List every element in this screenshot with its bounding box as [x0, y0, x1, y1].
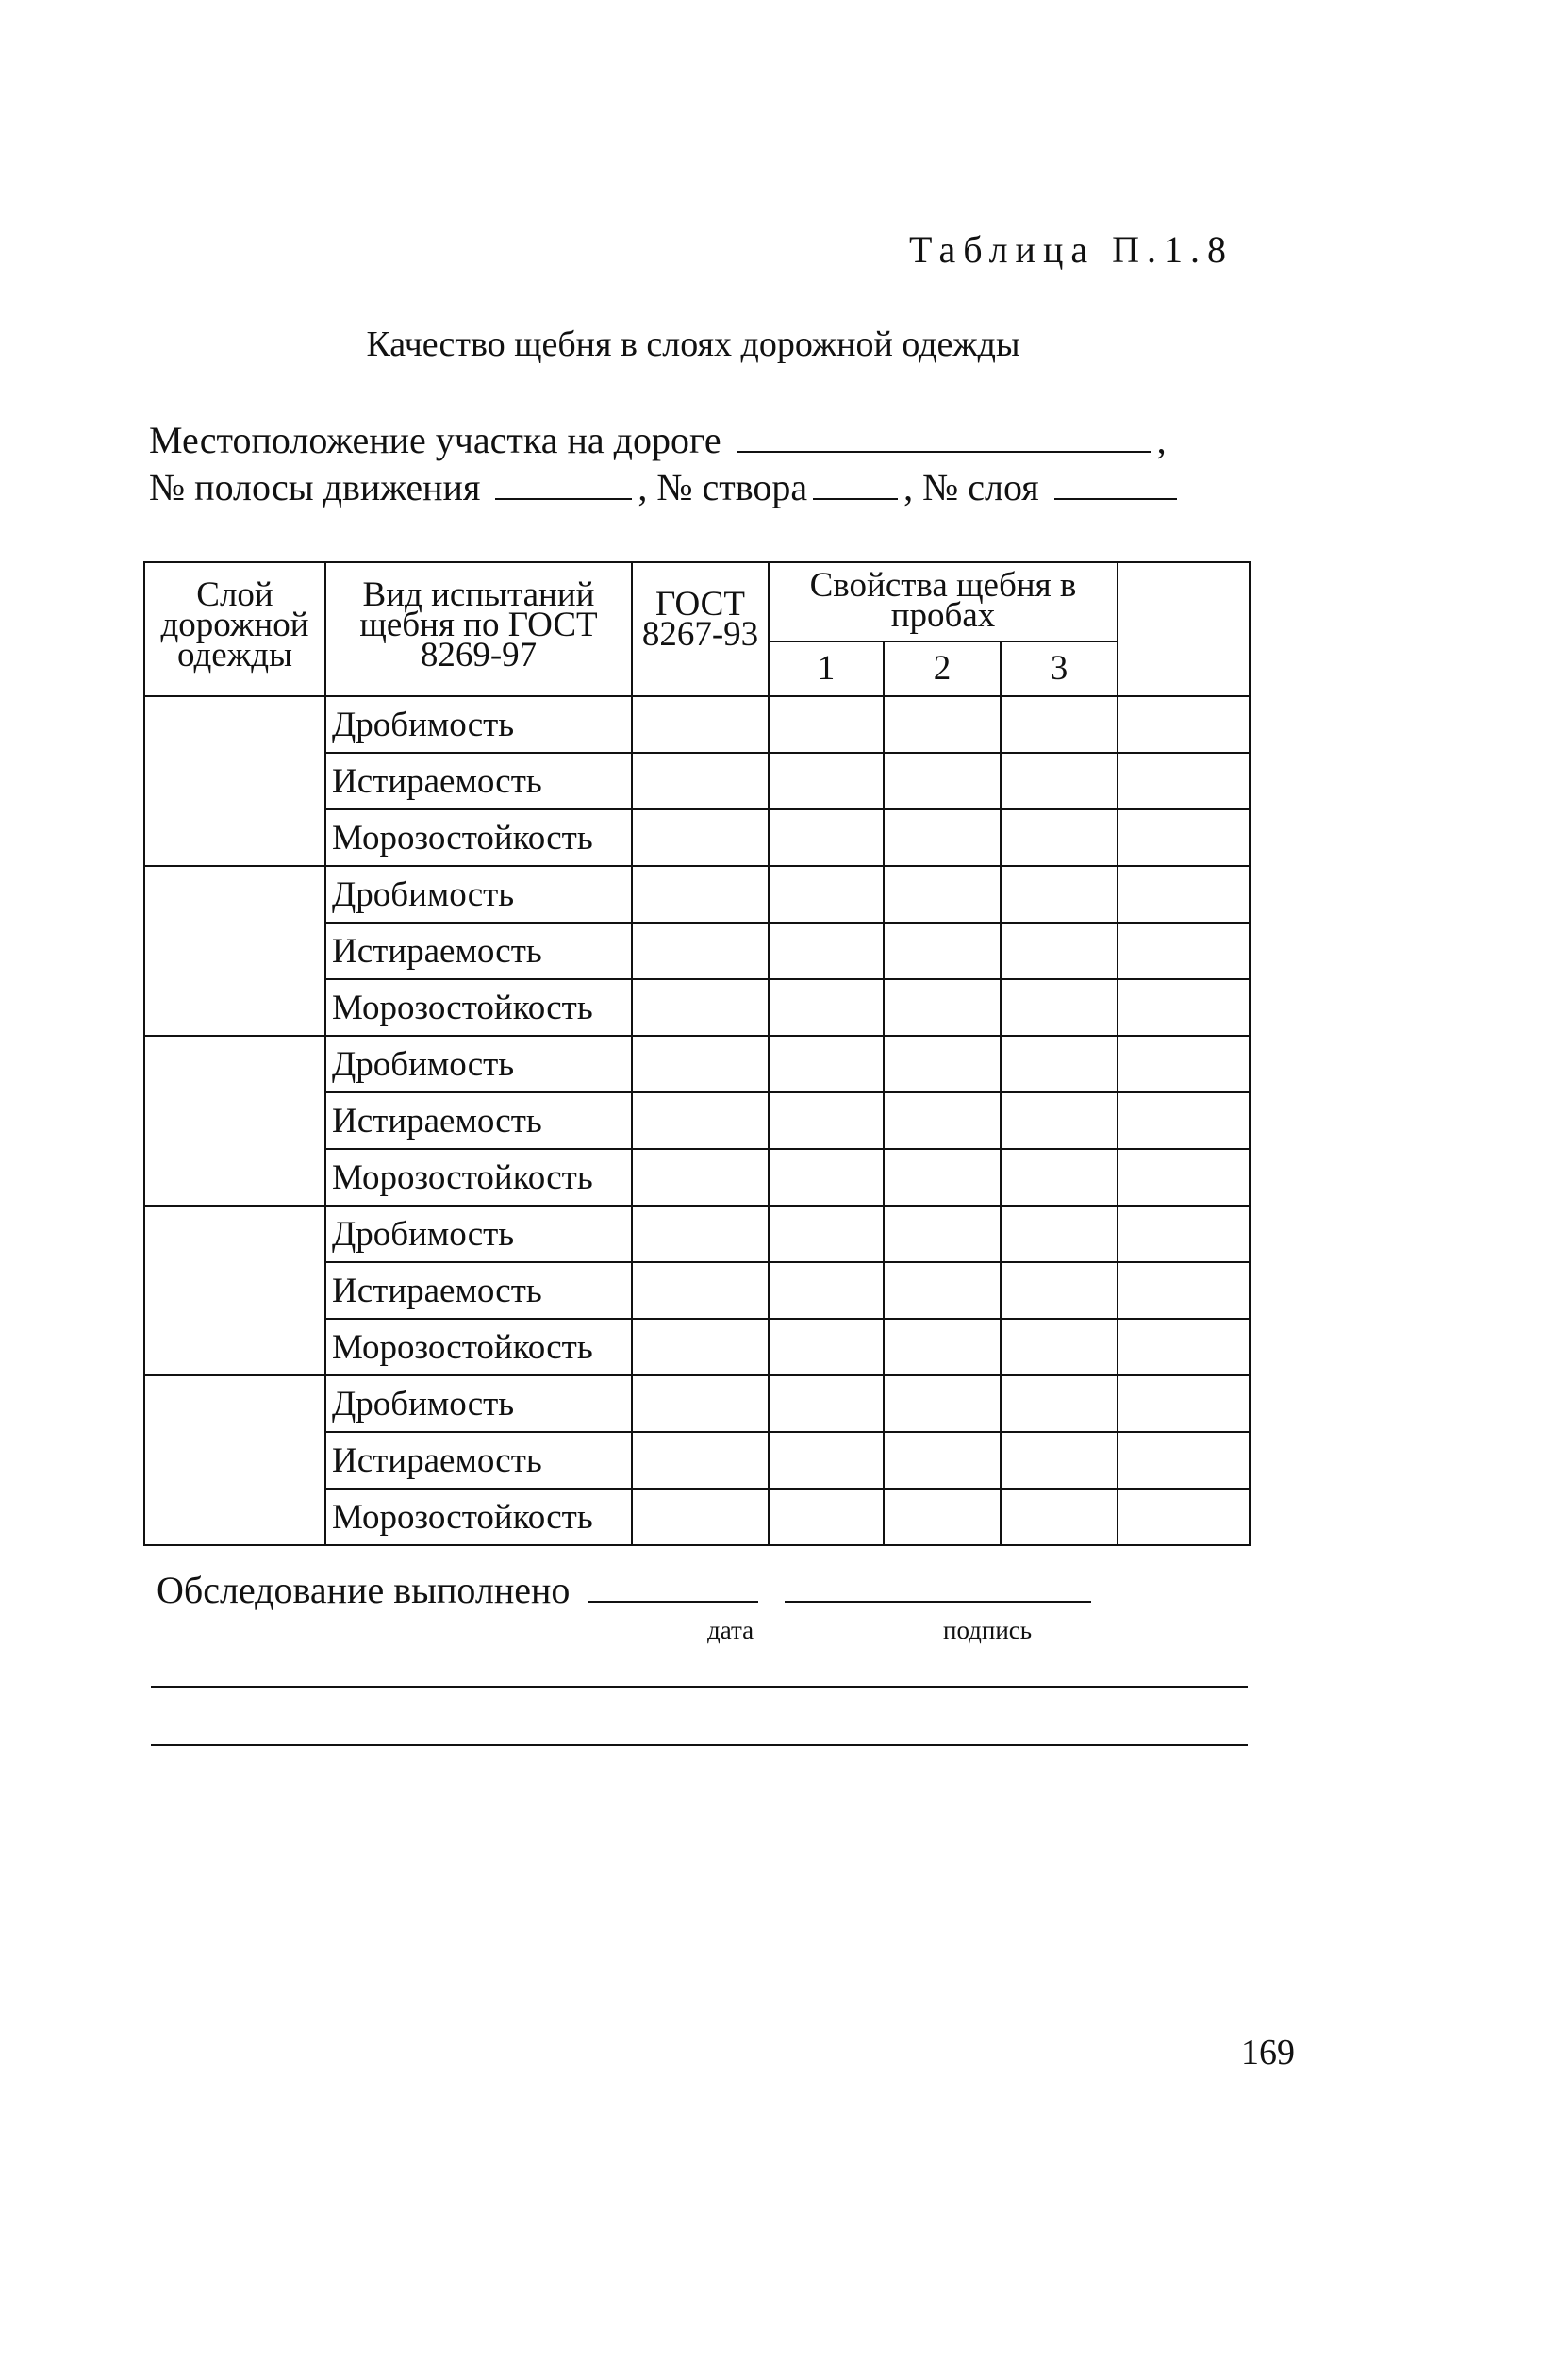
survey-done-label: Обследование выполнено: [157, 1569, 571, 1611]
sample-2-cell[interactable]: [884, 1489, 1001, 1545]
sample-3-cell[interactable]: [1001, 1375, 1118, 1432]
header-gost: ГОСТ 8267-93: [632, 562, 769, 696]
extra-cell[interactable]: [1118, 1092, 1250, 1149]
signature-field[interactable]: [785, 1569, 1091, 1603]
sample-3-cell[interactable]: [1001, 1149, 1118, 1206]
table-row: [144, 1036, 1250, 1092]
sample-1-cell[interactable]: [769, 1375, 884, 1432]
test-name-cell: Истираемость: [325, 1432, 632, 1489]
extra-cell[interactable]: [1118, 809, 1250, 866]
location-line: [149, 418, 1167, 462]
header-test-type: Вид испытаний щебня по ГОСТ 8269-97: [325, 562, 632, 696]
test-name-cell: Истираемость: [325, 1092, 632, 1149]
table-row: [144, 1375, 1250, 1432]
gost-cell[interactable]: [632, 696, 769, 753]
test-name-cell: Дробимость: [325, 696, 632, 753]
location-label: Местоположение участка на дороге: [149, 419, 721, 461]
test-name-cell: Истираемость: [325, 923, 632, 979]
survey-done-line: [157, 1568, 1097, 1612]
test-name-cell: Дробимость: [325, 1036, 632, 1092]
layer-cell[interactable]: [144, 866, 325, 1036]
gost-cell[interactable]: [632, 1432, 769, 1489]
gost-cell[interactable]: [632, 753, 769, 809]
sample-3-cell[interactable]: [1001, 1432, 1118, 1489]
extra-cell[interactable]: [1118, 1489, 1250, 1545]
gost-cell[interactable]: [632, 1489, 769, 1545]
sample-1-cell[interactable]: [769, 1206, 884, 1262]
header-sample-2: 2: [884, 641, 1001, 696]
sample-3-cell[interactable]: [1001, 866, 1118, 923]
sample-1-cell[interactable]: [769, 866, 884, 923]
gost-cell[interactable]: [632, 1262, 769, 1319]
test-name-cell: Морозостойкость: [325, 1319, 632, 1375]
sample-1-cell[interactable]: [769, 809, 884, 866]
sample-2-cell[interactable]: [884, 753, 1001, 809]
date-caption: дата: [707, 1616, 754, 1644]
sample-1-cell[interactable]: [769, 1489, 884, 1545]
gost-cell[interactable]: [632, 1375, 769, 1432]
sample-3-cell[interactable]: [1001, 696, 1118, 753]
numbers-line: [149, 465, 1183, 509]
lane-label: № полосы движения: [149, 466, 481, 508]
test-name-cell: Дробимость: [325, 1206, 632, 1262]
sample-2-cell[interactable]: [884, 1319, 1001, 1375]
extra-cell[interactable]: [1118, 1036, 1250, 1092]
sample-2-cell[interactable]: [884, 1262, 1001, 1319]
gost-cell[interactable]: [632, 1319, 769, 1375]
layer-field[interactable]: [1054, 466, 1177, 500]
sample-3-cell[interactable]: [1001, 1489, 1118, 1545]
sample-2-cell[interactable]: [884, 1149, 1001, 1206]
test-name-cell: Истираемость: [325, 1262, 632, 1319]
test-name-cell: Морозостойкость: [325, 979, 632, 1036]
gost-cell[interactable]: [632, 1036, 769, 1092]
sample-2-cell[interactable]: [884, 1092, 1001, 1149]
blank-line-2[interactable]: [151, 1744, 1248, 1746]
sample-3-cell[interactable]: [1001, 1092, 1118, 1149]
sample-2-cell[interactable]: [884, 979, 1001, 1036]
sample-3-cell[interactable]: [1001, 1206, 1118, 1262]
sample-1-cell[interactable]: [769, 1319, 884, 1375]
sample-3-cell[interactable]: [1001, 809, 1118, 866]
location-field[interactable]: [737, 419, 1151, 453]
sample-1-cell[interactable]: [769, 753, 884, 809]
table-label: Таблица П.1.8: [909, 228, 1234, 271]
section-label: , № створа: [638, 466, 808, 508]
section-field[interactable]: [813, 466, 898, 500]
test-name-cell: Дробимость: [325, 866, 632, 923]
test-name-cell: Морозостойкость: [325, 1489, 632, 1545]
header-sample-3: 3: [1001, 641, 1118, 696]
table-body: [144, 696, 1250, 1545]
blank-line-1[interactable]: [151, 1686, 1248, 1688]
test-name-cell: Морозостойкость: [325, 1149, 632, 1206]
sample-3-cell[interactable]: [1001, 1319, 1118, 1375]
sample-1-cell[interactable]: [769, 1036, 884, 1092]
page-number: 169: [1241, 2033, 1295, 2072]
sample-2-cell[interactable]: [884, 1375, 1001, 1432]
gost-cell[interactable]: [632, 866, 769, 923]
extra-cell[interactable]: [1118, 1206, 1250, 1262]
sample-3-cell[interactable]: [1001, 979, 1118, 1036]
header-sample-1: 1: [769, 641, 884, 696]
extra-cell[interactable]: [1118, 1375, 1250, 1432]
sample-1-cell[interactable]: [769, 923, 884, 979]
gost-cell[interactable]: [632, 923, 769, 979]
extra-cell[interactable]: [1118, 1262, 1250, 1319]
test-name-cell: Истираемость: [325, 753, 632, 809]
test-name-cell: Морозостойкость: [325, 809, 632, 866]
header-properties: Свойства щебня в пробах: [769, 562, 1118, 641]
layer-label: , № слоя: [903, 466, 1039, 508]
sample-3-cell[interactable]: [1001, 1036, 1118, 1092]
extra-cell[interactable]: [1118, 1432, 1250, 1489]
sample-2-cell[interactable]: [884, 809, 1001, 866]
sample-2-cell[interactable]: [884, 923, 1001, 979]
sample-3-cell[interactable]: [1001, 923, 1118, 979]
extra-cell[interactable]: [1118, 1149, 1250, 1206]
gost-cell[interactable]: [632, 1149, 769, 1206]
sample-1-cell[interactable]: [769, 1149, 884, 1206]
layer-cell[interactable]: [144, 1375, 325, 1545]
extra-cell[interactable]: [1118, 1319, 1250, 1375]
sample-1-cell[interactable]: [769, 979, 884, 1036]
gost-cell[interactable]: [632, 809, 769, 866]
table-row: [144, 866, 1250, 923]
extra-cell[interactable]: [1118, 866, 1250, 923]
location-suffix: ,: [1156, 419, 1167, 461]
sample-2-cell[interactable]: [884, 1432, 1001, 1489]
sample-2-cell[interactable]: [884, 1206, 1001, 1262]
document-title: Качество щебня в слоях дорожной одежды: [366, 325, 1020, 364]
quality-table: [143, 561, 1251, 1546]
gost-cell[interactable]: [632, 1206, 769, 1262]
layer-cell[interactable]: [144, 696, 325, 866]
header-layer: Слой дорожной одежды: [144, 562, 325, 696]
extra-cell[interactable]: [1118, 696, 1250, 753]
sample-2-cell[interactable]: [884, 1036, 1001, 1092]
sample-2-cell[interactable]: [884, 866, 1001, 923]
lane-field[interactable]: [495, 466, 632, 500]
sample-1-cell[interactable]: [769, 696, 884, 753]
signature-caption: подпись: [943, 1616, 1033, 1644]
header-extra: [1118, 562, 1250, 696]
sample-3-cell[interactable]: [1001, 753, 1118, 809]
table-row: [144, 696, 1250, 753]
date-field[interactable]: [588, 1569, 758, 1603]
gost-cell[interactable]: [632, 1092, 769, 1149]
test-name-cell: Дробимость: [325, 1375, 632, 1432]
extra-cell[interactable]: [1118, 979, 1250, 1036]
table-row: [144, 1206, 1250, 1262]
sample-1-cell[interactable]: [769, 1262, 884, 1319]
sample-1-cell[interactable]: [769, 1432, 884, 1489]
extra-cell[interactable]: [1118, 753, 1250, 809]
extra-cell[interactable]: [1118, 923, 1250, 979]
layer-cell[interactable]: [144, 1036, 325, 1206]
sample-3-cell[interactable]: [1001, 1262, 1118, 1319]
layer-cell[interactable]: [144, 1206, 325, 1375]
sample-1-cell[interactable]: [769, 1092, 884, 1149]
sample-2-cell[interactable]: [884, 696, 1001, 753]
gost-cell[interactable]: [632, 979, 769, 1036]
